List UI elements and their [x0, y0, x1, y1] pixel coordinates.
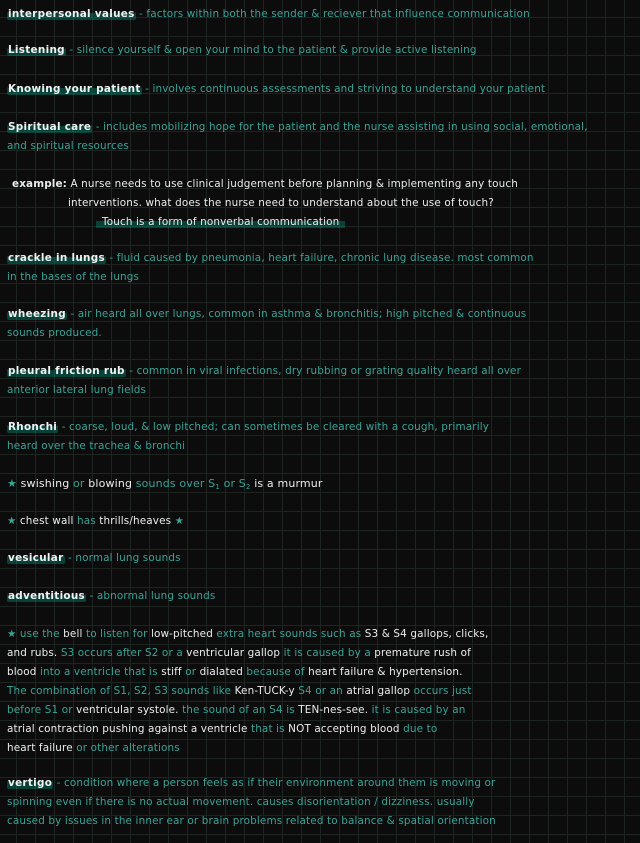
definition-text: - silence yourself & open your mind to the patient & provide active listening [69, 44, 477, 56]
term-label: vesicular [8, 552, 64, 564]
term-label: wheezing [8, 308, 66, 320]
definition-text: - normal lung sounds [67, 552, 181, 564]
bell-line-3 [7, 663, 637, 682]
text-run: because of [242, 666, 305, 678]
text-run: heart failure & hypertension. [304, 666, 463, 678]
note-wheezing [7, 305, 637, 343]
definition-continuation: anterior lateral lung fields [7, 384, 147, 396]
note-bell-heart-sounds [7, 625, 637, 758]
definition-text: - coarse, loud, & low pitched; can sometimes be cleared with a cough, primarily [61, 421, 490, 433]
text-run: The combination of S1, S2, S3 sounds like [7, 685, 232, 697]
text-run: into a ventricle that is [36, 666, 158, 678]
term-label: Listening [8, 44, 65, 56]
note-knowing-your-patient [7, 80, 637, 99]
note-pleural-friction-rub [7, 362, 637, 400]
example-line-1: A nurse needs to use clinical judgement before planning & implementing any touch [70, 178, 518, 190]
bell-line-4 [7, 682, 637, 701]
bell-line-1 [7, 625, 637, 644]
note-rhonchi [7, 418, 637, 456]
bell-line-2 [7, 644, 637, 663]
text-run: or other alterations [72, 742, 180, 754]
text-run: dialated [196, 666, 243, 678]
definition-text: - abnormal lung sounds [89, 590, 216, 602]
note-vesicular [7, 549, 637, 568]
example-label: example: [12, 178, 67, 190]
text-run: NOT accepting blood [284, 723, 400, 735]
definition-continuation: in the bases of the lungs [7, 271, 140, 283]
term-label: Rhonchi [8, 421, 58, 433]
term-label: adventitious [8, 590, 86, 602]
note-adventitious [7, 587, 637, 606]
murmur-word-or: or [73, 477, 85, 490]
text-run: before S1 or [7, 704, 73, 716]
note-listening [7, 41, 637, 60]
note-chest-wall [7, 512, 637, 531]
text-run: Ken-TUCK-y [231, 685, 295, 697]
text-run: to listen for [82, 628, 148, 640]
note-vertigo [7, 774, 637, 831]
definition-text: - condition where a person feels as if their environment around them is moving or [56, 777, 496, 789]
text-run: that is [247, 723, 285, 735]
murmur-term: murmur [277, 477, 323, 490]
star-icon: ★ [174, 515, 185, 527]
definition-continuation: and spiritual resources [7, 140, 129, 152]
definition-continuation: heard over the trachea & bronchi [7, 440, 186, 452]
text-run: the sound of an S4 is [178, 704, 295, 716]
text-run: ventricular systole. [72, 704, 179, 716]
text-run: and rubs. [7, 647, 58, 659]
text-run: TEN-nes-see. [294, 704, 369, 716]
term-label: Spiritual care [8, 121, 92, 133]
definition-text: - includes mobilizing hope for the patient and the nurse assisting in using social, emotional, [95, 121, 588, 133]
example-answer: Touch is a form of nonverbal communication [96, 216, 345, 228]
text-run: heart failure [7, 742, 73, 754]
chest-thrills-heaves: thrills/heaves [99, 515, 172, 527]
term-label: vertigo [8, 777, 53, 789]
text-run: atrial gallop [342, 685, 411, 697]
example-question [12, 175, 632, 232]
text-run: ★ use the [7, 628, 60, 640]
text-run: it is caused by an [368, 704, 466, 716]
bell-line-5 [7, 701, 637, 720]
definition-text: - air heard all over lungs, common in asthma & bronchitis; high pitched & continuous [70, 308, 527, 320]
text-run: low-pitched [147, 628, 213, 640]
chest-has: has [77, 515, 96, 527]
text-run: S4 or an [294, 685, 343, 697]
murmur-word-swishing: swishing [20, 477, 70, 490]
text-run: it is caused by a [280, 647, 371, 659]
note-crackle-in-lungs [7, 249, 637, 287]
text-run: blood [7, 666, 37, 678]
text-run: S3 & S4 gallops, clicks, [361, 628, 489, 640]
example-line-2: interventions. what does the nurse need to understand about the use of touch? [68, 197, 494, 209]
definition-text: - common in viral infections, dry rubbing or grating quality heard all over [129, 365, 522, 377]
definition-continuation: spinning even if there is no actual movement. causes disorientation / dizziness. usually [7, 796, 475, 808]
text-run: occurs just [410, 685, 472, 697]
definition-continuation: sounds produced. [7, 327, 102, 339]
note-murmur [7, 474, 637, 497]
note-interpersonal-values [7, 5, 637, 24]
text-run: premature rush of [370, 647, 471, 659]
murmur-word-blowing: blowing [88, 477, 133, 490]
text-run: S3 occurs after S2 or a [57, 647, 183, 659]
bell-line-6 [7, 720, 637, 739]
text-run: extra heart sounds such as [212, 628, 362, 640]
definition-text: - factors within both the sender & reciever that influence communication [139, 8, 530, 20]
definition-text: - fluid caused by pneumonia, heart failure, chronic lung disease. most common [109, 252, 534, 264]
text-run: ventricular gallop [182, 647, 281, 659]
term-label: interpersonal values [8, 8, 135, 20]
star-icon: ★ [7, 477, 18, 490]
text-run: or [181, 666, 197, 678]
text-run: atrial contraction pushing against a ventricle [7, 723, 248, 735]
text-run: due to [399, 723, 438, 735]
definition-continuation-2: caused by issues in the inner ear or brain problems related to balance & spatial orientation [7, 815, 496, 827]
text-run: stiff [157, 666, 182, 678]
definition-text: - involves continuous assessments and striving to understand your patient [145, 83, 546, 95]
text-run: bell [59, 628, 83, 640]
term-label: pleural friction rub [8, 365, 125, 377]
murmur-is-a: is a [254, 477, 274, 490]
murmur-sounds-over: sounds over $S_1$ or $S_2$ [135, 477, 251, 491]
star-icon: ★ [7, 515, 17, 527]
term-label: crackle in lungs [8, 252, 105, 264]
chest-wall-label: chest wall [19, 515, 74, 527]
bell-line-7 [7, 739, 637, 758]
note-spiritual-care [7, 118, 637, 156]
term-label: Knowing your patient [8, 83, 141, 95]
